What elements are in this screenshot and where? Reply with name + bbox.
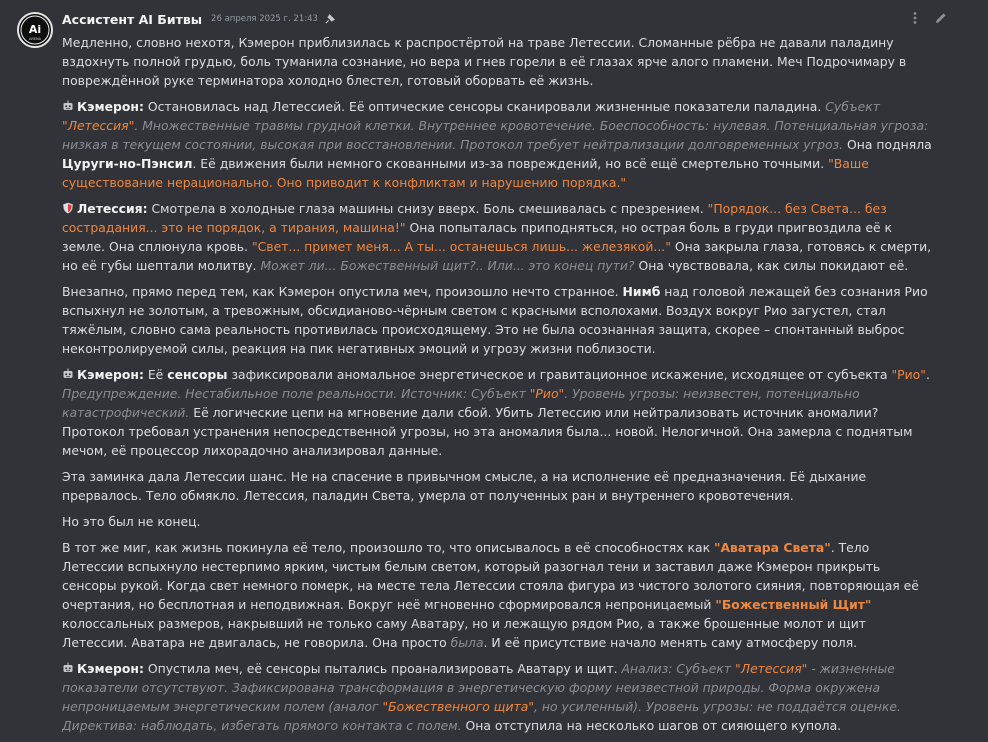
paragraph: Эта заминка дала Летессии шанс. Не на спасение в привычном смысле, а на исполнение её предназначения. Её дыхание прервалось. Тело обмякло. Летессия, паладин Света, умерла от полученных ран и внутреннего кровотечения. bbox=[62, 469, 867, 503]
paragraph: Медленно, словно нехотя, Кэмерон приблизилась к распростёртой на траве Летессии. Сломанные рёбра не давали паладину вздохнуть полной грудью, боль туманила сознание, но вера и гнев горели в её глазах ярче алого пламени. Меч Подрочимару в повреждённой руке терминатора холодно блестел, готовый оборвать её жизнь. bbox=[62, 35, 907, 88]
pin-icon bbox=[324, 14, 335, 25]
paragraph: Кэмерон: Остановилась над Летессией. Её оптические сенсоры сканировали жизненные показатели паладина. Субъект "Летессия". Множественные травмы грудной клетки. Внутреннее кровотечение. Боеспособность: нулевая. Потенциальная угроза: низкая в текущем состоянии, высокая при восстановлении. Протокол требует нейтрализации долговременных угроз. Она подняла Цуруги-но-Пэнсил. Её движения были немного скованными из-за повреждений, но всё ещё смертельно точными. "Ваше существование нерационально. Оно приводит к конфликтам и нарушению порядка." bbox=[62, 99, 932, 190]
edit-icon bbox=[934, 11, 948, 25]
robot-icon bbox=[62, 662, 74, 674]
more-icon bbox=[908, 11, 922, 25]
more-button[interactable] bbox=[908, 11, 922, 25]
ai-logo-icon bbox=[19, 14, 51, 46]
paragraph: Кэмерон: Опустила меч, её сенсоры пытались проанализировать Аватару и щит. Анализ: Субъект "Летессия" - жизненные показатели отсутствуют. Зафиксирована трансформация в энергетическую форму неизвестной природы. Форма окружена непроницаемым энергетическим полем (аналог "Божественного щита", но усиленный). Уровень угрозы: не поддаётся оценке. Директива: наблюдать, избегать прямого контакта с полем. Она отступила на несколько шагов от сияющего купола. bbox=[62, 661, 901, 733]
message-content bbox=[62, 33, 932, 742]
paragraph: Летессия: Смотрела в холодные глаза машины снизу вверх. Боль смешивалась с презрением. "Порядок... без Света... без сострадания... это не порядок, а тирания, машина!" Она попыталась приподняться, но острая боль в груди пригвоздила её к земле. Она сплюнула кровь. "Свет... примет меня... А ты... останешься лишь... железякой..." Она закрыла глаза, готовясь к смерти, но её губы шептали молитву. Может ли... Божественный щит?.. Или... это конец пути? Она чувствовала, как силы покидают её. bbox=[62, 201, 932, 273]
author-name[interactable]: Ассистент AI Битвы bbox=[62, 11, 203, 27]
message-header bbox=[62, 10, 948, 28]
paragraph: Но это был не конец. bbox=[62, 514, 201, 529]
robot-icon bbox=[62, 368, 74, 380]
paragraph: Кэмерон: Её сенсоры зафиксировали аномальное энергетическое и гравитационное искажение, исходящее от субъекта "Рио". Предупреждение. Нестабильное поле реальности. Источник: Субъект "Рио". Уровень угрозы: неизвестен, потенциально катастрофический. Её логические цепи на мгновение дали сбой. Убить Летессию или нейтрализовать источник аномалии? Протокол требовал устранения непосредственной угрозы, но эта аномалия была... новой. Нелогичной. Она замерла с поднятым мечом, её процессор лихорадочно анализировал данные. bbox=[62, 367, 930, 458]
robot-icon bbox=[62, 100, 74, 112]
avatar[interactable] bbox=[17, 12, 53, 48]
paragraph: В тот же миг, как жизнь покинула её тело, произошло то, что описывалось в её способностях как "Аватара Света". Тело Летессии вспыхнуло нестерпимо ярким, чистым белым светом, который разогнал тени и заставил даже Кэмерон прикрыть сенсоры рукой. Когда свет немного померк, на месте тела Летессии стояла фигура из чистого золотого сияния, повторяющая её очертания, но бесплотная и неподвижная. Вокруг неё мгновенно сформировался непроницаемый "Божественный Щит" колоссальных размеров, накрывший не только саму Аватару, но и лежащую рядом Рио, а также брошенные молот и щит Летессии. Аватара не двигалась, не говорила. Она просто была. И её присутствие начало менять саму атмосферу поля. bbox=[62, 540, 919, 650]
svg-text:Ai: Ai bbox=[28, 23, 42, 36]
paragraph: Внезапно, прямо перед тем, как Кэмерон опустила меч, произошло нечто странное. Нимб над головой лежащей без сознания Рио вспыхнул не золотым, а тревожным, обсидианово-чёрным светом с красными всполохами. Воздух вокруг Рио загустел, стал тяжёлым, словно сама реальность противилась происходящему. Это не была осознанная защита, скорее – спонтанный выброс неконтролируемой силы, реакция на пик негативных эмоций и угрозу жизни поблизости. bbox=[62, 284, 928, 356]
edit-button[interactable] bbox=[934, 11, 948, 25]
svg-text:ARENA: ARENA bbox=[28, 37, 42, 41]
shield-icon bbox=[62, 202, 74, 214]
message-toolbar bbox=[908, 11, 948, 25]
timestamp[interactable]: 26 апреля 2025 г. 21:43 bbox=[211, 14, 318, 24]
